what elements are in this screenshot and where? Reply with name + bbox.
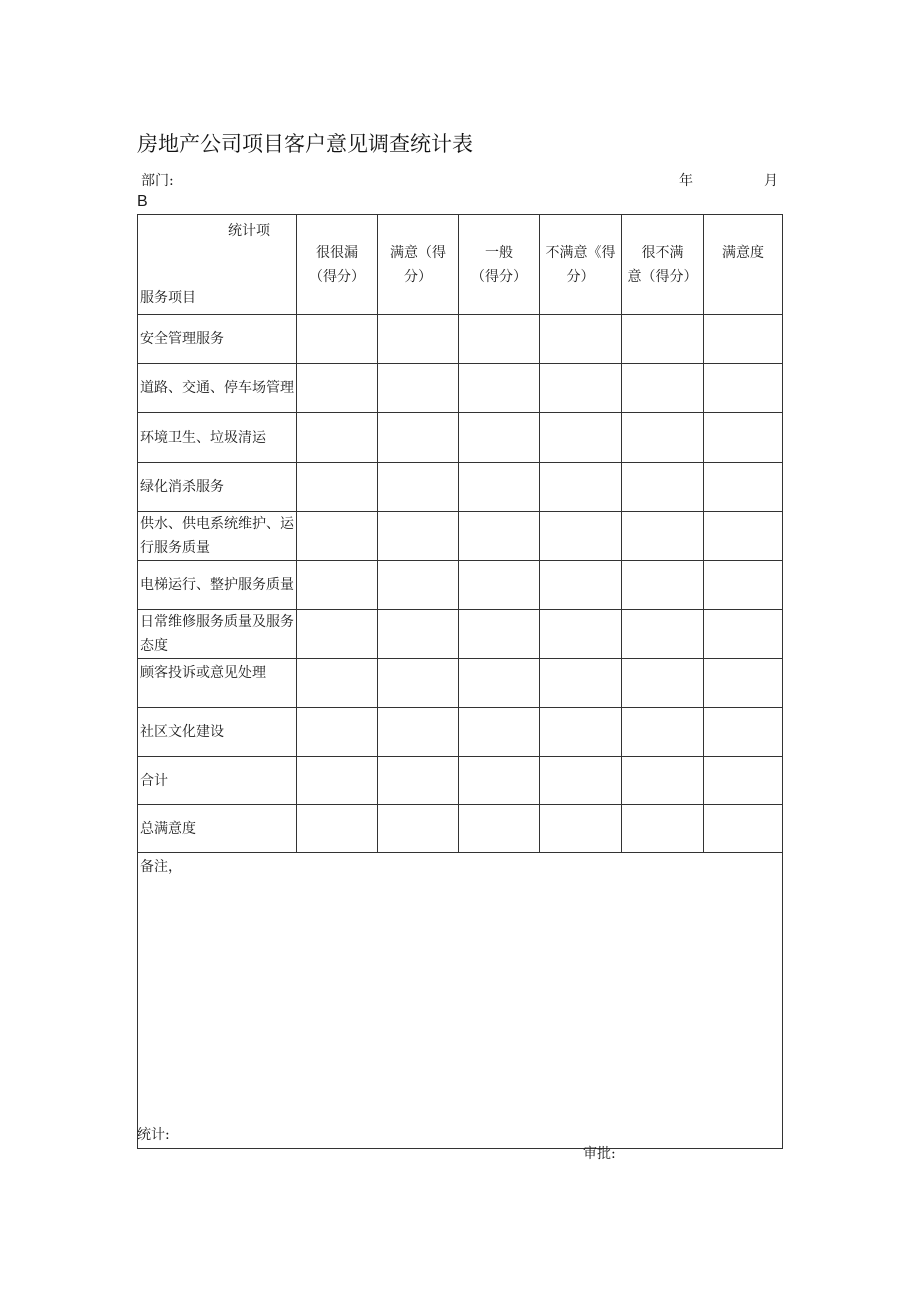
score-cell[interactable] <box>704 610 783 659</box>
score-cell[interactable] <box>297 364 378 413</box>
score-cell[interactable] <box>297 315 378 364</box>
score-cell[interactable] <box>622 659 704 708</box>
score-cell[interactable] <box>540 512 622 561</box>
column-header: 很不满 意（得分） <box>622 215 704 315</box>
score-cell[interactable] <box>297 805 378 853</box>
score-cell[interactable] <box>622 364 704 413</box>
score-cell[interactable] <box>704 315 783 364</box>
score-cell[interactable] <box>622 463 704 512</box>
approval-label: 审批: <box>583 1146 616 1162</box>
page-title: 房地产公司项目客户意见调查统计表 <box>137 132 473 156</box>
score-cell[interactable] <box>622 805 704 853</box>
score-cell[interactable] <box>540 463 622 512</box>
score-cell[interactable] <box>704 364 783 413</box>
row-label: 道路、交通、停车场管理 <box>138 364 297 413</box>
score-cell[interactable] <box>297 463 378 512</box>
score-cell[interactable] <box>704 413 783 463</box>
table-row <box>138 315 783 364</box>
row-label: 电梯运行、整护服务质量 <box>138 561 297 610</box>
column-header: 一般 （得分） <box>459 215 540 315</box>
row-label: 绿化消杀服务 <box>138 463 297 512</box>
column-header: 满意（得 分） <box>378 215 459 315</box>
score-cell[interactable] <box>378 413 459 463</box>
table-row <box>138 413 783 463</box>
score-cell[interactable] <box>378 610 459 659</box>
score-cell[interactable] <box>622 512 704 561</box>
table-row <box>138 463 783 512</box>
score-cell[interactable] <box>540 413 622 463</box>
row-label: 顾客投诉或意见处理 <box>138 659 297 708</box>
score-cell[interactable] <box>378 512 459 561</box>
score-cell[interactable] <box>459 708 540 757</box>
table-header-row <box>138 215 783 315</box>
score-cell[interactable] <box>704 659 783 708</box>
table-row <box>138 561 783 610</box>
score-cell[interactable] <box>297 708 378 757</box>
corner-stat-item-label: 统计项 <box>228 223 270 239</box>
score-cell[interactable] <box>297 757 378 805</box>
table-row <box>138 805 783 853</box>
score-cell[interactable] <box>459 561 540 610</box>
score-cell[interactable] <box>297 561 378 610</box>
score-cell[interactable] <box>540 659 622 708</box>
score-cell[interactable] <box>540 561 622 610</box>
score-cell[interactable] <box>704 512 783 561</box>
header-corner-cell <box>138 215 297 315</box>
score-cell[interactable] <box>704 463 783 512</box>
score-cell[interactable] <box>378 315 459 364</box>
score-cell[interactable] <box>622 561 704 610</box>
notes-cell[interactable] <box>138 853 783 1149</box>
row-label: 社区文化建设 <box>138 708 297 757</box>
score-cell[interactable] <box>704 757 783 805</box>
score-cell[interactable] <box>459 315 540 364</box>
score-cell[interactable] <box>459 364 540 413</box>
score-cell[interactable] <box>297 512 378 561</box>
score-cell[interactable] <box>297 610 378 659</box>
row-label: 日常维修服务质量及服务态度 <box>138 610 297 659</box>
score-cell[interactable] <box>540 757 622 805</box>
survey-table <box>137 214 783 1149</box>
score-cell[interactable] <box>459 659 540 708</box>
score-cell[interactable] <box>297 659 378 708</box>
row-label: 供水、供电系统维护、运行服务质量 <box>138 512 297 561</box>
month-label: 月 <box>764 173 778 189</box>
score-cell[interactable] <box>704 561 783 610</box>
score-cell[interactable] <box>459 413 540 463</box>
score-cell[interactable] <box>459 610 540 659</box>
row-label: 环境卫生、垃圾清运 <box>138 413 297 463</box>
score-cell[interactable] <box>297 413 378 463</box>
table-row <box>138 757 783 805</box>
score-cell[interactable] <box>378 463 459 512</box>
row-label: 总满意度 <box>138 805 297 853</box>
corner-service-item-label: 服务项目 <box>140 290 196 306</box>
column-header: 满意度 <box>704 215 783 315</box>
row-label: 合计 <box>138 757 297 805</box>
score-cell[interactable] <box>378 757 459 805</box>
year-label: 年 <box>679 173 693 189</box>
score-cell[interactable] <box>540 364 622 413</box>
score-cell[interactable] <box>704 805 783 853</box>
score-cell[interactable] <box>622 610 704 659</box>
row-label: 安全管理服务 <box>138 315 297 364</box>
score-cell[interactable] <box>459 512 540 561</box>
score-cell[interactable] <box>540 610 622 659</box>
score-cell[interactable] <box>704 708 783 757</box>
notes-row <box>138 853 783 1149</box>
score-cell[interactable] <box>622 315 704 364</box>
score-cell[interactable] <box>622 413 704 463</box>
form-mark: B <box>137 193 148 210</box>
table-row <box>138 512 783 561</box>
score-cell[interactable] <box>459 757 540 805</box>
score-cell[interactable] <box>459 805 540 853</box>
table-row <box>138 708 783 757</box>
notes-label: 备注， <box>140 859 182 875</box>
score-cell[interactable] <box>622 708 704 757</box>
table-row <box>138 659 783 708</box>
score-cell[interactable] <box>540 805 622 853</box>
score-cell[interactable] <box>459 463 540 512</box>
score-cell[interactable] <box>378 659 459 708</box>
statistician-label: 统计: <box>137 1127 170 1143</box>
score-cell[interactable] <box>378 708 459 757</box>
score-cell[interactable] <box>378 805 459 853</box>
column-header: 很很漏 （得分） <box>297 215 378 315</box>
score-cell[interactable] <box>378 561 459 610</box>
score-cell[interactable] <box>378 364 459 413</box>
table-row <box>138 610 783 659</box>
score-cell[interactable] <box>622 757 704 805</box>
table-row <box>138 364 783 413</box>
score-cell[interactable] <box>540 708 622 757</box>
column-header: 不满意《得 分） <box>540 215 622 315</box>
score-cell[interactable] <box>540 315 622 364</box>
department-label: 部门: <box>141 173 174 189</box>
